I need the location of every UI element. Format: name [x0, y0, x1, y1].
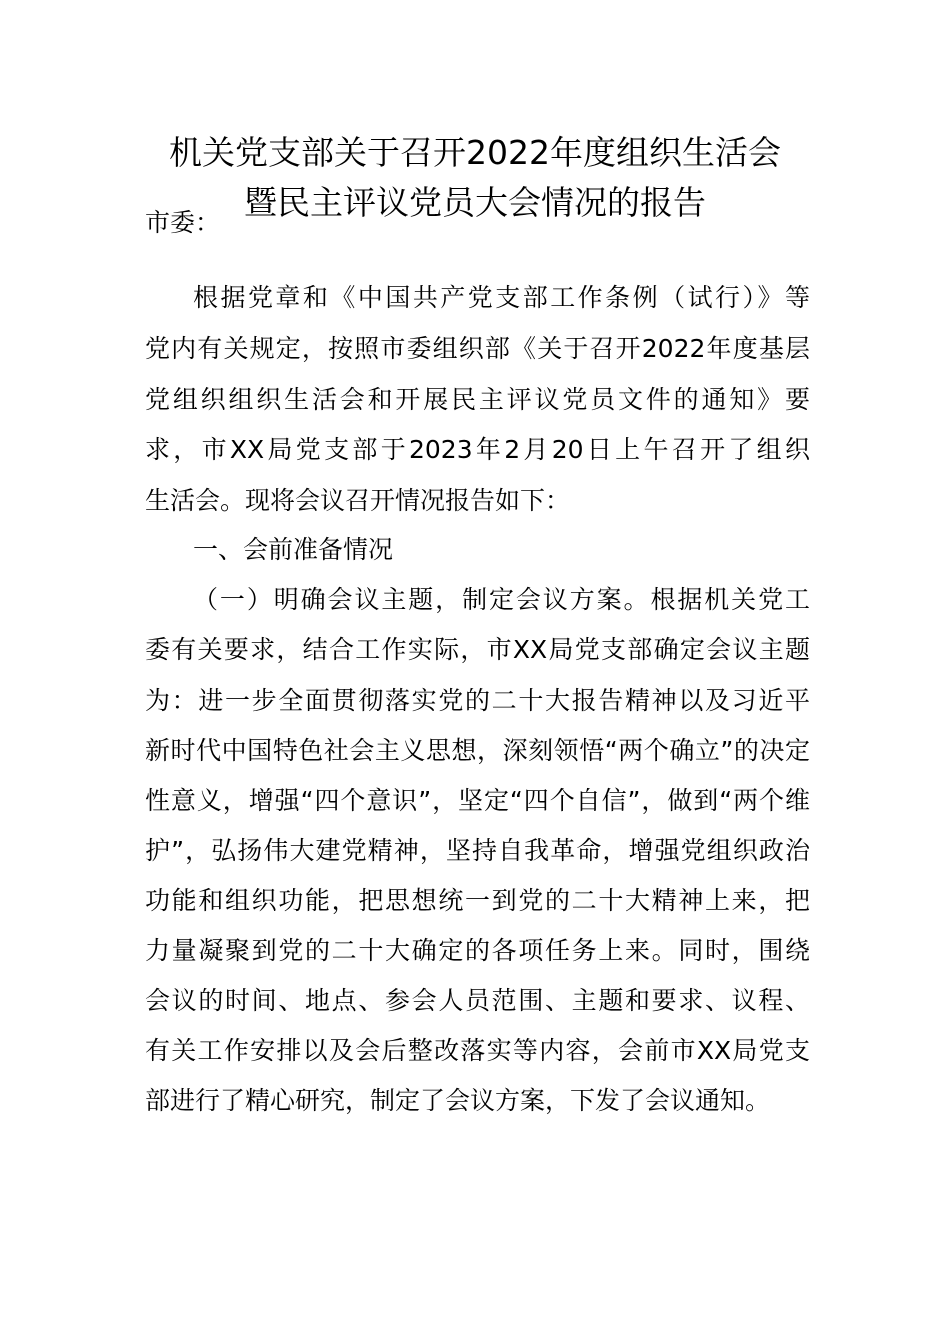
paragraph-line: 性意义，增强“四个意识”，坚定“四个自信”，做到“两个维 [145, 786, 810, 815]
paragraph-line: 生活会。现将会议召开情况报告如下： [145, 486, 571, 515]
section-heading: 一、会前准备情况 [193, 535, 394, 564]
paragraph-line: 有关工作安排以及会后整改落实等内容，会前市XX局党支 [145, 1036, 810, 1065]
paragraph-line: 党组织组织生活会和开展民主评议党员文件的通知》要 [145, 385, 810, 414]
paragraph-line: 力量凝聚到党的二十大确定的各项任务上来。同时，围绕 [145, 936, 810, 965]
paragraph-line: （一）明确会议主题，制定会议方案。根据机关党工 [193, 585, 810, 614]
paragraph-line: 部进行了精心研究，制定了会议方案，下发了会议通知。 [145, 1086, 771, 1115]
salutation: 市委： [145, 208, 221, 237]
paragraph-line: 根据党章和《中国共产党支部工作条例（试行）》等 [193, 283, 810, 312]
paragraph-line: 护”，弘扬伟大建党精神，坚持自我革命，增强党组织政治 [145, 836, 810, 865]
paragraph-line: 求，市XX局党支部于2023年2月20日上午召开了组织 [145, 435, 810, 464]
paragraph-line: 新时代中国特色社会主义思想，深刻领悟“两个确立”的决定 [145, 736, 810, 765]
document-title-line-1: 机关党支部关于召开2022年度组织生活会 [169, 133, 781, 172]
document-title-line-2: 暨民主评议党员大会情况的报告 [244, 183, 706, 222]
paragraph-line: 会议的时间、地点、参会人员范围、主题和要求、议程、 [145, 986, 810, 1015]
paragraph-line: 委有关要求，结合工作实际，市XX局党支部确定会议主题 [145, 635, 810, 664]
paragraph-line: 为：进一步全面贯彻落实党的二十大报告精神以及习近平 [145, 686, 810, 715]
paragraph-line: 党内有关规定，按照市委组织部《关于召开2022年度基层 [145, 334, 810, 363]
paragraph-line: 功能和组织功能，把思想统一到党的二十大精神上来，把 [145, 886, 810, 915]
